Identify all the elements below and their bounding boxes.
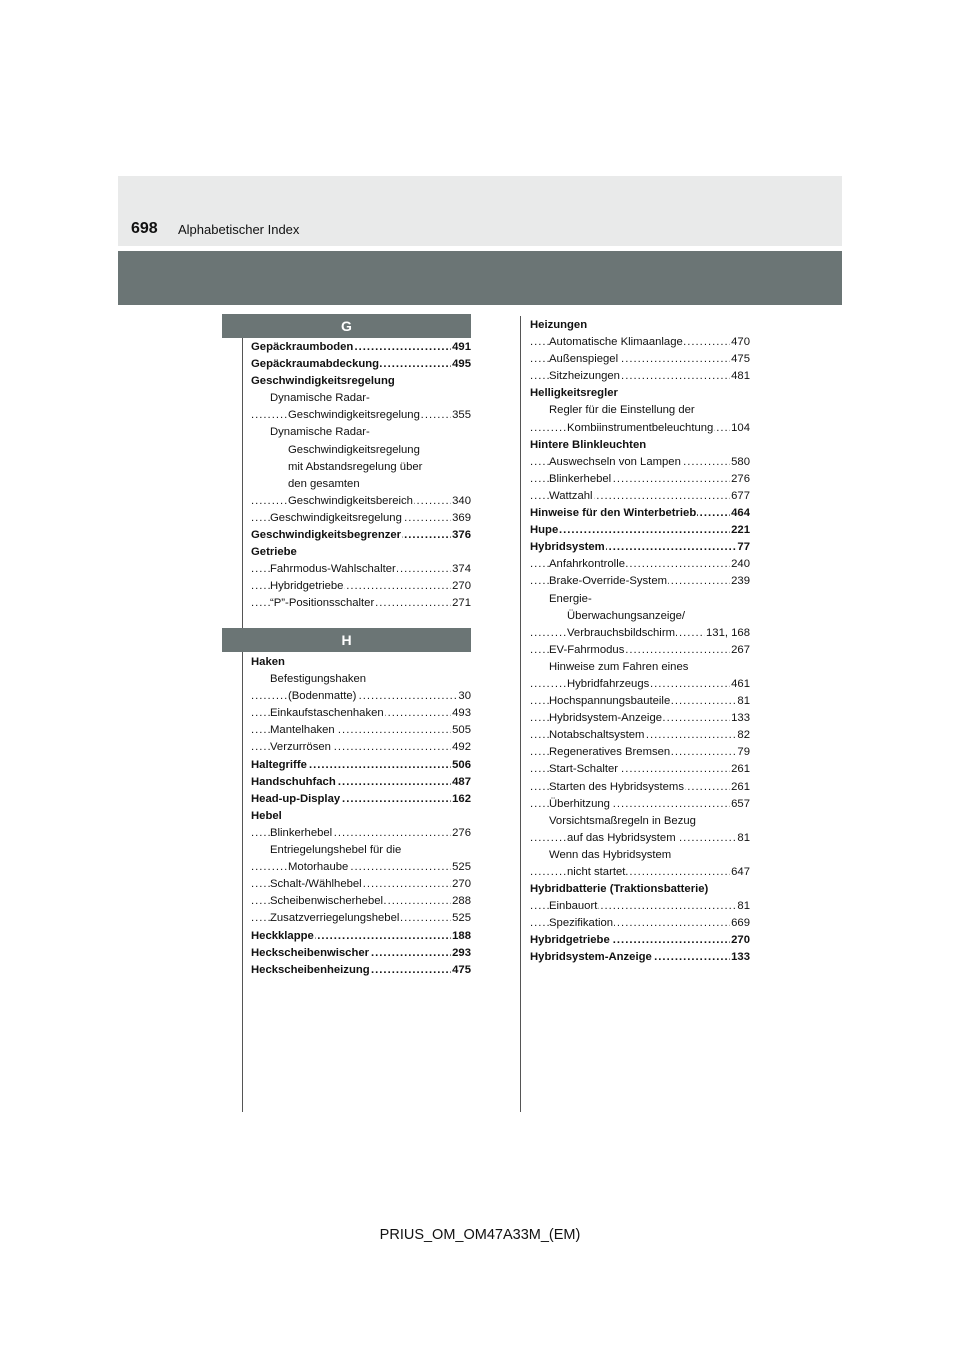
page-reference: 221 <box>730 522 750 539</box>
entry-label: Gepäckraumboden <box>251 341 354 353</box>
entry-label: Hybridsystem <box>530 541 605 554</box>
entry-label: (Bodenmatte) <box>288 690 357 703</box>
index-subentry <box>530 454 750 471</box>
index-entry <box>251 945 471 962</box>
index-subentry <box>251 493 471 510</box>
entry-label: Helligkeitsregler <box>530 387 618 400</box>
index-entry <box>251 757 471 774</box>
entry-label: Handschuhfach <box>251 775 336 788</box>
index-subentry <box>530 676 750 693</box>
index-subentry <box>251 910 471 927</box>
entry-label: Auswechseln von Lampen <box>549 455 681 468</box>
entry-label: Hybridsystem-Anzeige <box>549 712 663 725</box>
entry-label: Verbrauchsbildschirm <box>567 626 675 639</box>
page-reference: 270 <box>451 876 471 893</box>
index-subentry <box>530 779 750 796</box>
page-reference: 30 <box>457 688 471 705</box>
page-reference: 261 <box>730 779 750 796</box>
entry-label: Scheibenwischerhebel <box>270 895 384 908</box>
page-reference: 131, 168 <box>705 625 750 642</box>
page-title: Alphabetischer Index <box>178 222 300 237</box>
index-entry <box>251 962 471 979</box>
page-reference: 470 <box>730 334 750 351</box>
entry-label: Hinweise für den Winterbetrieb <box>530 507 697 520</box>
index-subentry <box>251 561 471 578</box>
entry-label: Geschwindigkeitsregelung <box>270 511 402 524</box>
page-number: 698 <box>131 220 158 237</box>
entry-label: Heckscheibenwischer <box>251 946 370 959</box>
index-entry <box>530 385 750 402</box>
index-subentry <box>251 595 471 612</box>
index-subentry <box>530 334 750 351</box>
index-subentry <box>251 876 471 893</box>
entry-label: Außenspiegel <box>549 353 619 366</box>
page-reference: 271 <box>451 595 471 612</box>
entry-label: Hebel <box>251 809 282 822</box>
index-subentry <box>251 578 471 595</box>
page-reference: 133 <box>730 949 750 966</box>
page-reference: 276 <box>730 471 750 488</box>
index-subentry <box>251 825 471 842</box>
page-reference: 491 <box>451 339 471 356</box>
page-reference: 475 <box>451 962 471 979</box>
index-subentry <box>530 830 750 847</box>
entry-label: Geschwindigkeitsbegrenzer <box>251 529 402 542</box>
index-subentry <box>530 573 750 590</box>
entry-label: Entriegelungshebel für die <box>270 844 402 857</box>
index-subentry <box>530 710 750 727</box>
entry-label: Hybridsystem-Anzeige <box>530 951 652 964</box>
page-reference: 369 <box>451 510 471 527</box>
column-divider-left <box>242 316 243 1112</box>
index-subentry <box>530 761 750 778</box>
index-subentry <box>530 556 750 573</box>
index-subentry <box>530 608 750 625</box>
page-reference: 355 <box>451 407 471 424</box>
entry-label: Hintere Blinkleuchten <box>530 438 647 451</box>
entry-label: Einkaufstaschenhaken <box>270 707 384 720</box>
index-entry <box>251 774 471 791</box>
page-reference: 162 <box>451 791 471 808</box>
index-subentry <box>251 859 471 876</box>
page-reference: 293 <box>451 945 471 962</box>
entry-label: Heckscheibenheizung <box>251 963 370 976</box>
entry-label: Hochspannungsbauteile <box>549 695 671 708</box>
entry-label: Überwachungsanzeige/ <box>567 609 686 622</box>
page-reference: 481 <box>730 368 750 385</box>
entry-label: Blinkerhebel <box>270 826 333 839</box>
index-entry <box>251 527 471 544</box>
index-subentry <box>530 813 750 830</box>
entry-label: auf das Hybridsystem <box>567 831 676 844</box>
entry-label: Starten des Hybridsystems <box>549 780 684 793</box>
page-reference: 188 <box>451 928 471 945</box>
page-reference: 487 <box>451 774 471 791</box>
index-subentry <box>251 476 471 493</box>
index-entry <box>530 932 750 949</box>
index-entry <box>530 317 750 334</box>
index-entry <box>530 539 750 556</box>
entry-label: Notabschaltsystem <box>549 729 645 742</box>
entry-label: Überhitzung <box>549 797 610 810</box>
page-reference: 276 <box>451 825 471 842</box>
entry-label: Schalt-/Wählhebel <box>270 878 362 891</box>
index-subentry <box>251 739 471 756</box>
page-reference: 525 <box>451 910 471 927</box>
page-reference: 506 <box>451 757 471 774</box>
index-entry <box>251 544 471 561</box>
page-reference: 104 <box>730 420 750 437</box>
header-bar <box>118 251 842 305</box>
page-reference: 81 <box>736 898 750 915</box>
page-reference: 133 <box>730 710 750 727</box>
index-subentry <box>251 459 471 476</box>
entry-label: Gepäckraumabdeckung <box>251 358 380 371</box>
index-subentry <box>530 368 750 385</box>
entry-label: Geschwindigkeitsregelung <box>288 409 420 422</box>
page-reference: 79 <box>736 744 750 761</box>
page-reference: 492 <box>451 739 471 756</box>
page-reference: 677 <box>730 488 750 505</box>
index-subentry <box>251 688 471 705</box>
entry-label: Getriebe <box>251 546 297 559</box>
index-entry <box>530 522 750 539</box>
entry-label: Dynamische Radar- <box>270 426 370 439</box>
page-reference: 81 <box>736 830 750 847</box>
entry-label: Verzurrösen <box>270 741 331 754</box>
section-header-h: H <box>222 628 471 652</box>
index-subentry <box>251 390 471 407</box>
index-subentry <box>530 659 750 676</box>
page-reference: 475 <box>730 351 750 368</box>
page-reference: 239 <box>730 573 750 590</box>
index-column-h <box>251 654 471 979</box>
entry-label: Kombiinstrumentbeleuchtung <box>567 421 714 434</box>
document-code: PRIUS_OM_OM47A33M_(EM) <box>379 1227 581 1243</box>
index-subentry <box>530 847 750 864</box>
index-subentry <box>251 424 471 441</box>
entry-label: Hupe <box>530 524 559 537</box>
index-entry <box>251 339 471 356</box>
entry-label: Dynamische Radar- <box>270 392 370 405</box>
page-reference: 647 <box>730 864 750 881</box>
entry-label: Start-Schalter <box>549 763 619 776</box>
index-subentry <box>530 915 750 932</box>
index-subentry <box>251 842 471 859</box>
index-entry <box>251 791 471 808</box>
entry-label: EV-Fahrmodus <box>549 643 625 656</box>
index-entry <box>251 654 471 671</box>
index-subentry <box>530 864 750 881</box>
page-reference: 525 <box>451 859 471 876</box>
entry-label: Haken <box>251 656 285 668</box>
entry-label: Einbauort <box>549 900 598 913</box>
page-reference: 495 <box>451 356 471 373</box>
index-entry <box>530 881 750 898</box>
entry-label: Energie- <box>549 592 592 605</box>
page-reference: 81 <box>736 693 750 710</box>
entry-label: Vorsichtsmaßregeln in Bezug <box>549 814 696 827</box>
column-divider-right <box>520 316 521 1112</box>
entry-label: Mantelhaken <box>270 724 335 737</box>
entry-label: Hybridgetriebe <box>530 934 610 947</box>
entry-label: Fahrmodus-Wahlschalter <box>270 563 396 576</box>
entry-label: Wenn das Hybridsystem <box>549 848 672 861</box>
index-subentry <box>530 591 750 608</box>
index-subentry <box>530 796 750 813</box>
index-entry <box>251 373 471 390</box>
index-subentry <box>251 893 471 910</box>
index-entry <box>251 356 471 373</box>
index-subentry <box>251 671 471 688</box>
entry-label: Zusatzverriegelungshebel <box>270 912 400 925</box>
page-reference: 657 <box>730 796 750 813</box>
index-entry <box>530 437 750 454</box>
entry-label: Brake-Override-System <box>549 575 668 588</box>
index-entry <box>251 808 471 825</box>
entry-label: Befestigungshaken <box>270 673 367 686</box>
page-reference: 82 <box>736 727 750 744</box>
index-subentry <box>251 722 471 739</box>
page-reference: 270 <box>730 932 750 949</box>
index-subentry <box>530 642 750 659</box>
index-subentry <box>530 488 750 505</box>
page-reference: 374 <box>451 561 471 578</box>
index-subentry <box>530 744 750 761</box>
section-header-g: G <box>222 314 471 338</box>
entry-label: Heckklappe <box>251 929 314 942</box>
entry-label: Head-up-Display <box>251 792 341 805</box>
entry-label: nicht startet <box>567 866 626 878</box>
index-subentry <box>251 442 471 459</box>
index-subentry <box>530 420 750 437</box>
entry-label: Geschwindigkeitsregelung <box>288 443 420 456</box>
index-column-g <box>251 339 471 613</box>
page-reference: 464 <box>730 505 750 522</box>
index-subentry <box>530 351 750 368</box>
page-reference: 669 <box>730 915 750 932</box>
entry-label: Motorhaube <box>288 861 349 874</box>
page-reference: 77 <box>736 539 750 556</box>
entry-label: Blinkerhebel <box>549 472 612 485</box>
index-subentry <box>530 727 750 744</box>
entry-label: Heizungen <box>530 319 588 331</box>
index-subentry <box>530 471 750 488</box>
index-subentry <box>251 407 471 424</box>
page-reference: 340 <box>451 493 471 510</box>
index-column-right <box>530 317 750 967</box>
page-reference: 376 <box>451 527 471 544</box>
entry-label: Geschwindigkeitsregelung <box>251 375 395 388</box>
page-reference: 267 <box>730 642 750 659</box>
entry-label: Geschwindigkeitsbereich <box>288 494 413 507</box>
entry-label: “P”-Positionsschalter <box>270 597 375 610</box>
page-reference: 261 <box>730 761 750 778</box>
entry-label: mit Abstandsregelung über <box>288 460 423 473</box>
entry-label: Regeneratives Bremsen <box>549 746 671 759</box>
entry-label: Hybridgetriebe <box>270 580 344 593</box>
index-subentry <box>251 510 471 527</box>
page-reference: 270 <box>451 578 471 595</box>
entry-label: Sitzheizungen <box>549 370 620 383</box>
index-entry <box>530 505 750 522</box>
index-subentry <box>530 625 750 642</box>
entry-label: Hinweise zum Fahren eines <box>549 660 689 673</box>
entry-label: den gesamten <box>288 477 360 490</box>
page-reference: 493 <box>451 705 471 722</box>
page-reference: 288 <box>451 893 471 910</box>
index-subentry <box>530 898 750 915</box>
entry-label: Automatische Klimaanlage <box>549 336 683 349</box>
index-subentry <box>530 693 750 710</box>
entry-label: Anfahrkontrolle <box>549 558 625 571</box>
entry-label: Hybridfahrzeugs <box>567 677 650 690</box>
entry-label: Hybridbatterie (Traktionsbatterie) <box>530 883 709 896</box>
page-reference: 461 <box>730 676 750 693</box>
index-subentry <box>251 705 471 722</box>
entry-label: Regler für die Einstellung der <box>549 404 695 417</box>
index-entry <box>251 928 471 945</box>
index-entry <box>530 949 750 966</box>
entry-label: Haltegriffe <box>251 758 307 771</box>
page-reference: 240 <box>730 556 750 573</box>
page-reference: 505 <box>451 722 471 739</box>
entry-label: Spezifikation <box>549 917 614 930</box>
index-subentry <box>530 402 750 419</box>
entry-label: Wattzahl <box>549 489 593 502</box>
page-reference: 580 <box>730 454 750 471</box>
